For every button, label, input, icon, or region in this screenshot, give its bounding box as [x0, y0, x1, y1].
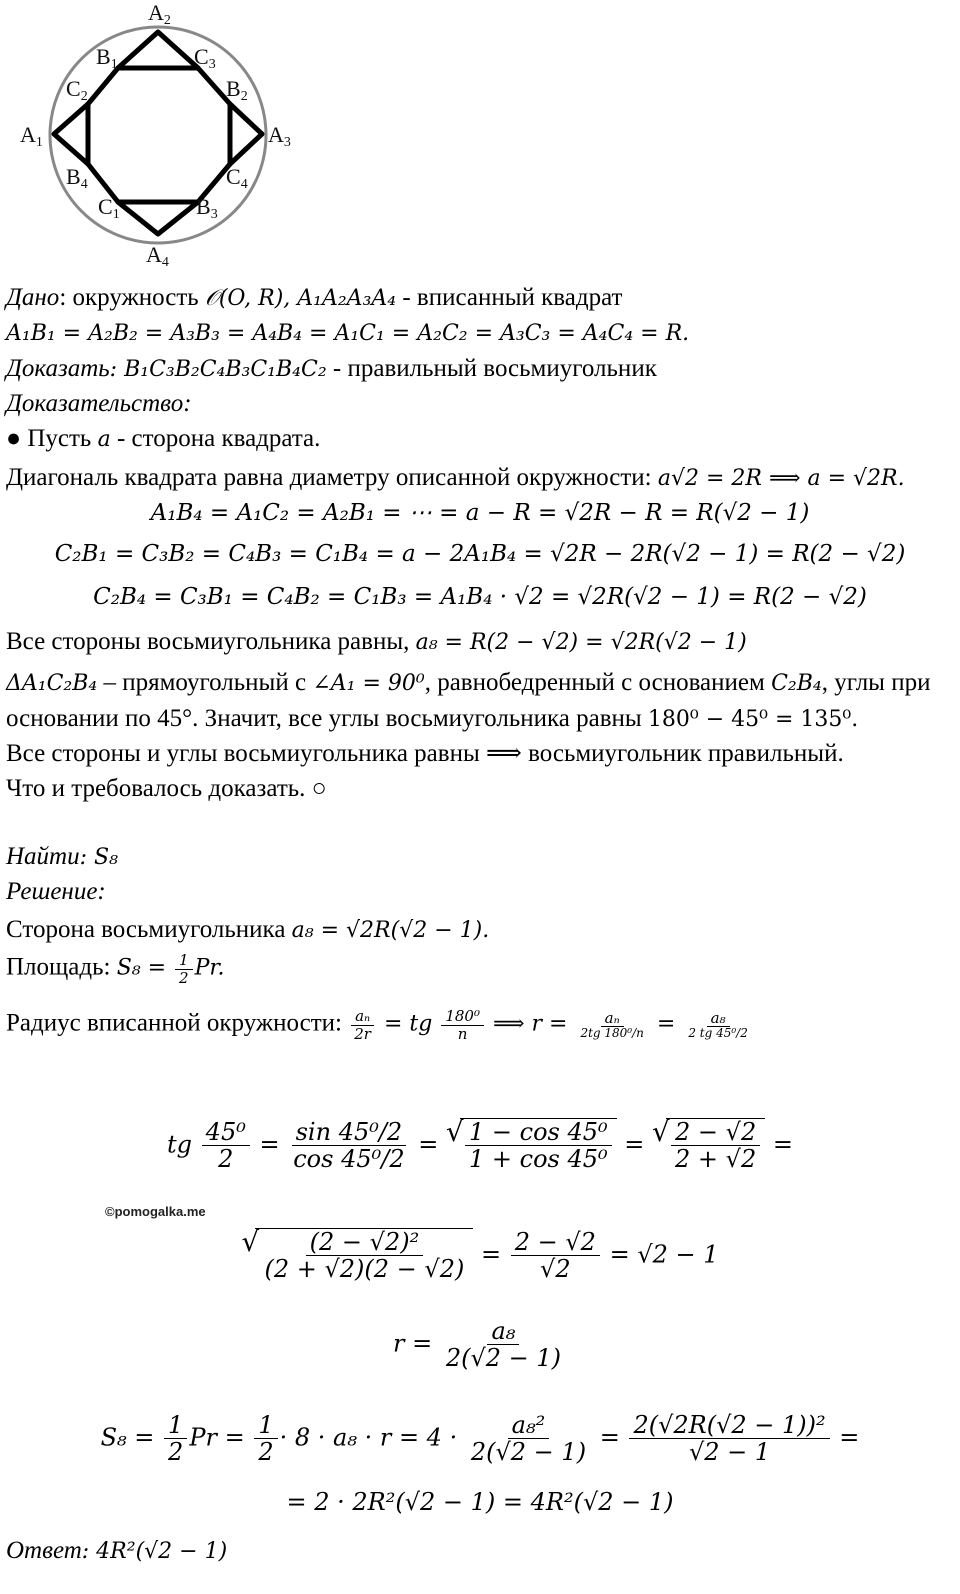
180-over-n-fraction: $\frac{\text{180⁰}}{n}$	[441, 1008, 484, 1042]
proof-equation-1: A₁B₄ = A₁C₂ = A₂B₁ = ⋯ = a − R = √2R − R = R(√2 − 1)	[150, 500, 810, 526]
triangle-a4	[118, 202, 198, 234]
triangle-a2	[118, 32, 198, 68]
proof-line-2: Диагональ квадрата равна диаметру описанной окружности: a√2 = 2R ⟹ a = √2R.	[6, 464, 905, 491]
proof-line-6: Все стороны и углы восьмиугольника равны ⟹ восьмиугольник правильный.	[6, 740, 844, 767]
r-fraction-2: $\frac{\text{a₈}}{\text{2 tg 45⁰/2}}$	[688, 1008, 748, 1041]
label-b1: B1	[96, 44, 118, 72]
triangle-a3	[230, 104, 262, 164]
sqrt-2-fraction: √ $\frac{2 - √2}{2 + √2}$	[652, 1118, 765, 1173]
tg-equation-line-1: tg $\frac{\text{45⁰}}{2}$ = $\frac{\text{sin 45⁰/2}}{\text{cos 45⁰/2}}$ = √ $\frac{\text{1 − cos 45⁰}}{\text{1 + cos 45⁰}}$ = √ $\frac{2 - √2}{2 + √2}$ =	[167, 1115, 793, 1174]
geometry-figure	[0, 0, 320, 290]
r-final-fraction: $\frac{\text{a₈}}{2(√2 - 1)}$	[445, 1317, 562, 1373]
proof-line-1: ● Пусть a - сторона квадрата.	[6, 425, 321, 452]
proof-line-4: ΔA₁C₂B₄ – прямоугольный с ∠A₁ = 90⁰, равнобедренный с основанием C₂B₄, углы при	[6, 669, 931, 696]
solution-label: Решение:	[6, 878, 106, 905]
label-b3: B3	[196, 194, 218, 222]
proof-line-3: Все стороны восьмиугольника равны, a₈ = R(2 − √2) = √2R(√2 − 1)	[6, 628, 747, 655]
s-half-fraction-1: $\frac{1}{2}$	[164, 1412, 187, 1466]
tg-arg-fraction: $\frac{\text{45⁰}}{2}$	[202, 1119, 250, 1173]
proof-line-5: основании по 45°. Значит, все углы восьмиугольника равны 180⁰ − 45⁰ = 135⁰.	[6, 705, 859, 732]
answer-line: Ответ: 4R²(√2 − 1)	[6, 1537, 228, 1564]
sin-over-cos-fraction: $\frac{\text{sin 45⁰/2}}{\text{cos 45⁰/2}}$	[293, 1118, 405, 1174]
label-a2: A2	[148, 0, 171, 28]
octagon	[88, 68, 230, 202]
solution-area-line: Площадь: S₈ = $\frac{1}{2}$ Pr.	[6, 951, 225, 987]
given-line: Дано: окружность 𝒪(O, R), A₁A₂A₃A₄ - вписанный квадрат	[6, 284, 623, 311]
label-b4: B4	[66, 164, 88, 192]
label-c1: C1	[98, 194, 120, 222]
proof-label: Доказательство:	[6, 390, 192, 417]
sqrt-squared-fraction: √ $\frac{\text{(2 − √2)²}}{(2 + √2)(2 - √2)}$	[241, 1228, 473, 1283]
area-half-fraction: $\frac{1}{2}$	[175, 952, 193, 986]
prove-label: Доказать	[6, 355, 110, 382]
octagon-and-corner-triangles	[54, 32, 262, 234]
proof-line-7: Что и требовалось доказать. ○	[6, 775, 327, 802]
tg-equation-line-2: √ $\frac{\text{(2 − √2)²}}{(2 + √2)(2 - √2)}$ = $\frac{2 - √2}{√2}$ = √2 − 1	[241, 1225, 719, 1284]
answer-label: Ответ	[6, 1537, 82, 1564]
s-fraction-big: $\frac{\text{2(√2R(√2 − 1))²}}{√2 - 1}$	[629, 1412, 829, 1466]
label-c2: C2	[66, 76, 88, 104]
an-over-2r-fraction: $\frac{\text{aₙ}}{2r}$	[350, 1008, 375, 1042]
r-final-line: r = $\frac{\text{a₈}}{2(√2 - 1)}$	[0, 1318, 960, 1372]
area-final-line: S₈ = $\frac{1}{2}$ Pr = $\frac{1}{2}$ · 8 · a₈ · r = 4 · $\frac{\text{a₈²}}{2(√2 - 1)}$ = $\frac{\text{2(√2R(√2 − 1))²}}{√2 - 1}$ =	[100, 1411, 860, 1467]
octagon-diagram	[0, 0, 320, 290]
triangle-a1	[54, 104, 88, 164]
proof-equation-2: C₂B₁ = C₃B₂ = C₄B₃ = C₁B₄ = a − 2A₁B₄ = √2R − 2R(√2 − 1) = R(2 − √2)	[54, 541, 906, 567]
watermark: ©pomogalka.me	[105, 1204, 206, 1219]
r-fraction-1: $\frac{\text{aₙ}}{\text{2tg 180⁰/n}}$	[580, 1008, 644, 1041]
solution-side-line: Сторона восьмиугольника a₈ = √2R(√2 − 1).	[6, 916, 490, 943]
sqrt-cos-fraction: √ $\frac{\text{1 − cos 45⁰}}{\text{1 + cos 45⁰}}$	[446, 1118, 617, 1173]
label-a3: A3	[268, 122, 291, 150]
label-c3: C3	[194, 44, 216, 72]
label-b2: B2	[226, 76, 248, 104]
label-c4: C4	[226, 164, 248, 192]
simplified-fraction: $\frac{2 - √2}{√2}$	[511, 1229, 600, 1283]
label-a4: A4	[146, 242, 169, 270]
find-label: Найти	[6, 843, 80, 870]
given-label: Дано	[6, 284, 60, 311]
solution-radius-line: Радиус вписанной окружности: $\frac{\text{aₙ}}{2r}$ = tg $\frac{\text{180⁰}}{n}$ ⟹ r = $\frac{\text{aₙ}}{\text{2tg 180⁰/n}}$ = $\frac{\text{a₈}}{\text{2 tg 45⁰/2}}$	[6, 1008, 754, 1042]
prove-line: Доказать: B₁C₃B₂C₄B₃C₁B₄C₂ - правильный восьмиугольник	[6, 355, 657, 382]
given-equalities: A₁B₁ = A₂B₂ = A₃B₃ = A₄B₄ = A₁C₁ = A₂C₂ = A₃C₃ = A₄C₄ = R.	[6, 321, 690, 346]
label-a1: A1	[20, 122, 43, 150]
s-half-fraction-2: $\frac{1}{2}$	[254, 1412, 277, 1466]
area-result-line: = 2 · 2R²(√2 − 1) = 4R²(√2 − 1)	[286, 1488, 674, 1516]
proof-equation-3: C₂B₄ = C₃B₁ = C₄B₂ = C₁B₃ = A₁B₄ · √2 = √2R(√2 − 1) = R(2 − √2)	[93, 584, 867, 610]
s-fraction-a8: $\frac{\text{a₈²}}{2(√2 - 1)}$	[470, 1411, 587, 1467]
circumcircle	[50, 27, 266, 243]
find-line: Найти: S₈	[6, 843, 118, 870]
